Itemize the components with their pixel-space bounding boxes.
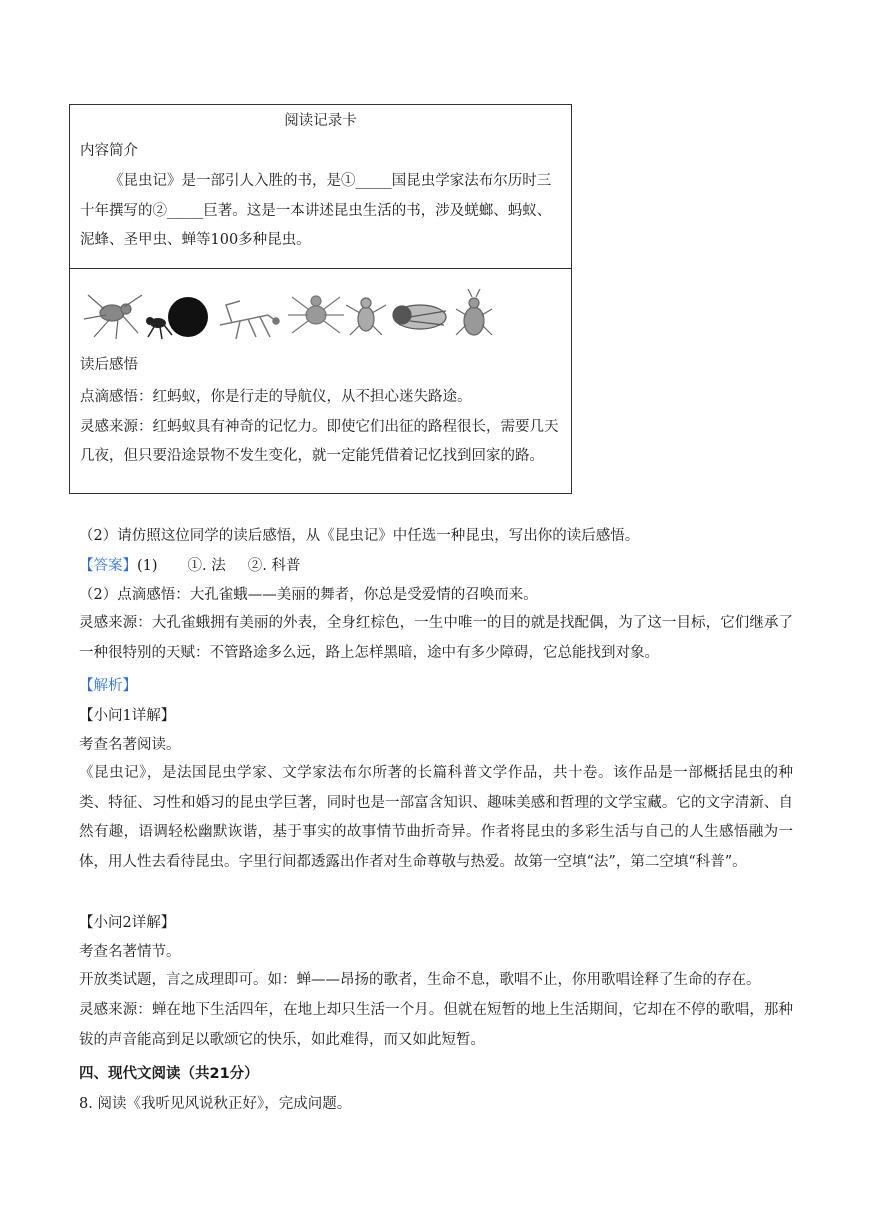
answer-tag: 【答案】: [79, 558, 137, 574]
cicada-icon: [393, 305, 446, 329]
wasp-icon: [346, 298, 386, 335]
sub2-heading: 【小问2详解】: [79, 915, 176, 931]
intro-text: 《昆虫记》是一部引人入胜的书，是①_____国昆虫学家法布尔历时三十年撰写的②_____巨著。这是一本讲述昆虫生活的书，涉及蜣螂、蚂蚁、泥蜂、圣甲虫、蝉等100多种昆虫。: [80, 173, 552, 248]
tarantula-icon: [288, 296, 344, 333]
feeling-text: 点滴感悟：红蚂蚁，你是行走的导航仪，从不担心迷失路途。: [80, 389, 472, 405]
intro-heading: 内容简介: [80, 143, 138, 159]
sub2-text1: 开放类试题，言之成理即可。如：蝉——昂扬的歌者，生命不息，歌唱不止，你用歌唱诠释了生命的存在。: [79, 972, 761, 988]
spider-icon: [84, 295, 142, 339]
insect-illustrations: [80, 285, 510, 345]
reading-record-card: [69, 104, 572, 494]
analysis-tag: 【解析】: [79, 678, 137, 694]
answer-a2: ②. 科普: [247, 558, 301, 574]
section-4-heading: 四、现代文阅读（共21分）: [79, 1066, 259, 1082]
answer-a1: ①. 法: [187, 558, 226, 574]
feeling-heading: 读后感悟: [80, 357, 138, 373]
feeling-block: [80, 383, 563, 472]
answer-q2-feeling: （2）点滴感悟：大孔雀蛾——美丽的舞者，你总是受爱情的召唤而来。: [79, 587, 538, 603]
card-intro-section: [70, 105, 571, 269]
mantis-icon: [220, 301, 279, 339]
sub1-topic: 考查名著阅读。: [79, 737, 181, 753]
answer-q2-source: 灵感来源：大孔雀蛾拥有美丽的外表，全身红棕色，一生中唯一的目的就是找配偶，为了这一目标，它们继承了一种很特别的天赋：不管路途多么远，路上怎样黑暗，途中有多少障碍，它总能找到对象。: [79, 615, 793, 661]
ant-and-ball-icon: [146, 297, 208, 339]
sub1-heading: 【小问1详解】: [79, 708, 176, 724]
sub1-text: 《昆虫记》，是法国昆虫学家、文学家法布尔所著的长篇科普文学作品，共十卷。该作品是一部概括昆虫的种类、特征、习性和婚习的昆虫学巨著，同时也是一部富含知识、趣味美感和哲理的文学宝藏。它的文字清新、自然有趣，语调轻松幽默诙谐，基于事实的故事情节曲折奇异。作者将昆虫的多彩生活与自己的人生感悟融为一体，用人性去看待昆虫。字里行间都透露出作者对生命尊敬与热爱。故第一空填“法”，第二空填“科普”。: [79, 765, 793, 870]
source-text: 灵感来源：红蚂蚁具有神奇的记忆力。即使它们出征的路程很长，需要几天几夜，但只要沿途景物不发生变化，就一定能凭借着记忆找到回家的路。: [80, 418, 559, 464]
answer-line: [79, 556, 300, 576]
sub2-text2: 灵感来源：蝉在地下生活四年，在地上却只生活一个月。但就在短暂的地上生活期间，它却在不停的歌唱，那种钹的声音能高到足以歌颂它的快乐，如此难得，而又如此短暂。: [79, 1002, 793, 1048]
card-title: 阅读记录卡: [284, 113, 357, 129]
question-8: 8. 阅读《我听见风说秋正好》，完成问题。: [79, 1096, 352, 1112]
answer-q1-label: (1): [137, 558, 158, 574]
sub2-topic: 考查名著情节。: [79, 944, 181, 960]
beetle-icon: [456, 289, 492, 335]
question-2: （2）请仿照这位同学的读后感悟，从《昆虫记》中任选一种昆虫，写出你的读后感悟。: [79, 528, 640, 544]
